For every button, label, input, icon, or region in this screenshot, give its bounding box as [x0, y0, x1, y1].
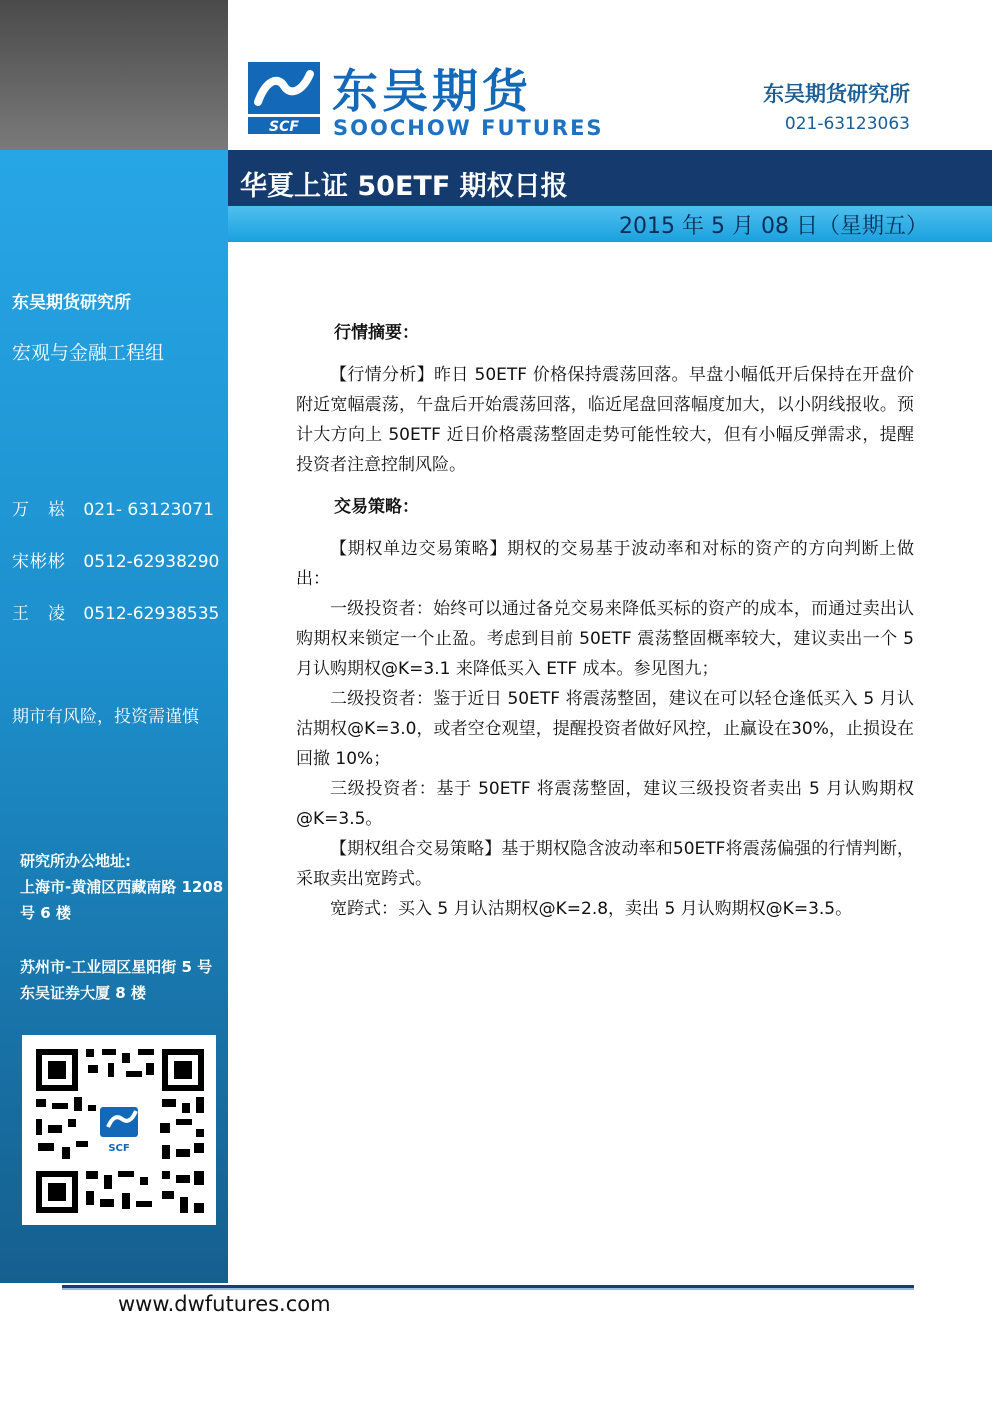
contact-phone: 0512-62938290 [83, 552, 220, 572]
report-title: 华夏上证 50ETF 期权日报 [240, 171, 568, 202]
sidebar-institute: 东吴期货研究所 [12, 293, 131, 313]
section-heading-strategy: 交易策略： [334, 497, 419, 517]
address-shanghai: 上海市-黄浦区西藏南路 1208 号 6 楼 [20, 878, 224, 922]
report-date: 2015 年 5 月 08 日（星期五） [619, 214, 928, 239]
sidebar [0, 150, 228, 1283]
level3-paragraph: 三级投资者：基于 50ETF 将震荡整固，建议三级投资者卖出 5 月认购期权@K=3.5。 [296, 779, 914, 829]
header-institute: 东吴期货研究所 [763, 82, 910, 106]
contact-item [12, 495, 214, 520]
level2-paragraph: 二级投资者：鉴于近日 50ETF 将震荡整固，建议在可以轻仓逢低买入 5 月认沽期权@K=3.0，或者空仓观望，提醒投资者做好风控，止赢设在30%，止损设在回撤 10%； [296, 689, 914, 769]
contact-phone: 0512-62938535 [83, 604, 220, 624]
contact-name: 万 崧 [12, 500, 66, 520]
market-analysis-paragraph: 【行情分析】昨日 50ETF 价格保持震荡回落。早盘小幅低开后保持在开盘价附近宽幅震荡，午盘后开始震荡回落，临近尾盘回落幅度加大，以小阴线报收。预计大方向上 50ETF 近日价格震荡整固走势可能性较大，但有小幅反弹需求，提醒投资者注意控制风险。 [296, 365, 914, 475]
sidebar-top-block [0, 0, 228, 150]
logo-text: SCF [269, 119, 299, 134]
footer-divider-shadow [62, 1288, 914, 1290]
contact-item [12, 599, 219, 624]
sidebar-group: 宏观与金融工程组 [12, 342, 165, 364]
header-phone: 021-63123063 [784, 114, 910, 134]
combo-strategy-paragraph: 【期权组合交易策略】基于期权隐含波动率和50ETF将震荡偏强的行情判断，采取卖出宽跨式。 [296, 839, 914, 889]
brand-name-en: SOOCHOW FUTURES [333, 116, 604, 140]
footer-url[interactable]: www.dwfutures.com [118, 1292, 331, 1316]
address-block [20, 848, 225, 926]
address-title: 研究所办公地址: [20, 852, 131, 870]
section-heading-market: 行情摘要： [334, 323, 419, 343]
address-suzhou: 苏州市-工业园区星阳街 5 号东吴证券大厦 8 楼 [20, 958, 213, 1002]
contact-item [12, 547, 219, 572]
risk-warning: 期市有风险，投资需谨慎 [12, 707, 199, 727]
brand-name-cn: 东吴期货 [332, 64, 532, 118]
single-strategy-paragraph: 【期权单边交易策略】期权的交易基于波动率和对标的资产的方向判断上做出： [296, 539, 914, 589]
company-logo [248, 62, 320, 134]
qr-code [22, 1035, 216, 1225]
report-body [296, 318, 914, 924]
contact-name: 王 凌 [12, 604, 66, 624]
contact-phone: 021- 63123071 [83, 500, 214, 520]
qr-logo-text: SCF [108, 1143, 130, 1154]
strangle-paragraph: 宽跨式：买入 5 月认沽期权@K=2.8，卖出 5 月认购期权@K=3.5。 [330, 899, 853, 919]
level1-paragraph: 一级投资者：始终可以通过备兑交易来降低买标的资产的成本，而通过卖出认购期权来锁定一个止盈。考虑到目前 50ETF 震荡整固概率较大，建议卖出一个 5 月认购期权@K=3.1 来降低买入 ETF 成本。参见图九； [296, 599, 914, 679]
contact-name: 宋彬彬 [12, 552, 66, 572]
